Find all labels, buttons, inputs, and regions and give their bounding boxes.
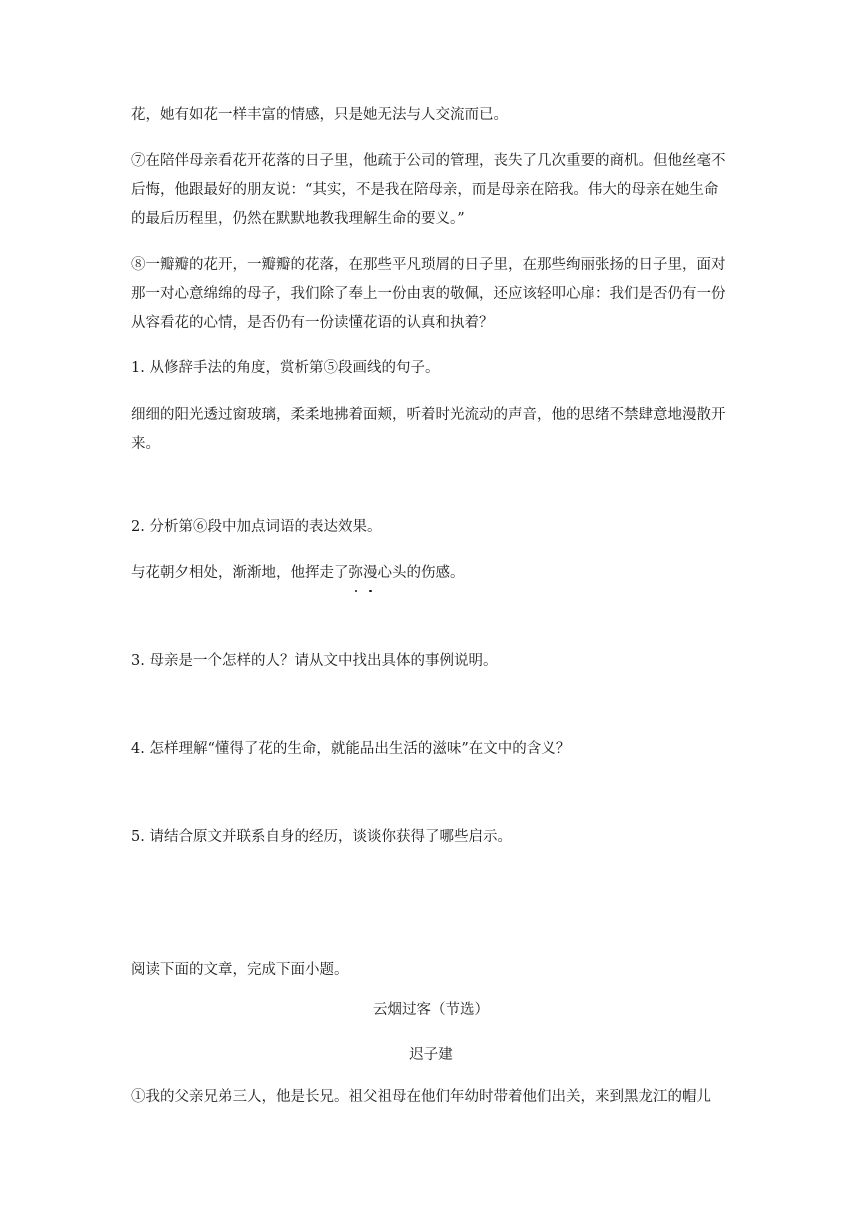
paragraph-8: ⑧一瓣瓣的花开，一瓣瓣的花落，在那些平凡琐屑的日子里，在那些绚丽张扬的日子里，面对那一对心意绵绵的母子，我们除了奉上一份由衷的敬佩，还应该轻叩心扉：我们是否仍有一份从容看花的心情，是否仍有一份读懂花语的认真和执着？ <box>131 257 726 331</box>
question-4: 4. 怎样理解“懂得了花的生命，就能品出生活的滋味”在文中的含义？ <box>131 741 571 757</box>
article-paragraph-1: ①我的父亲兄弟三人，他是长兄。祖父祖母在他们年幼时带着他们出关，来到黑龙江的帽儿 <box>131 1089 711 1105</box>
article-title: 云烟过客（节选） <box>373 1002 489 1018</box>
paragraph-continued: 花，她有如花一样丰富的情感，只是她无法与人交流而已。 <box>131 107 508 123</box>
emphasis-dot-char: 弥 <box>349 559 364 588</box>
question-1: 1. 从修辞手法的角度，赏析第⑤段画线的句子。 <box>131 360 440 376</box>
question-2-quote <box>131 559 731 588</box>
question-5: 5. 请结合原文并联系自身的经历，谈谈你获得了哪些启示。 <box>131 829 512 845</box>
section-instruction: 阅读下面的文章，完成下面小题。 <box>131 962 349 978</box>
paragraph-7: ⑦在陪伴母亲看花开花落的日子里，他疏于公司的管理，丧失了几次重要的商机。但他丝毫不后悔，他跟最好的朋友说：“其实，不是我在陪母亲，而是母亲在陪我。伟大的母亲在她生命的最后历程里，仍然在默默地教我理解生命的要义。” <box>131 153 726 227</box>
question-3: 3. 母亲是一个怎样的人？请从文中找出具体的事例说明。 <box>131 653 498 669</box>
question-2: 2. 分析第⑥段中加点词语的表达效果。 <box>131 519 382 535</box>
article-author: 迟子建 <box>409 1047 453 1063</box>
emphasis-dot-char: 漫 <box>363 559 378 588</box>
quote-text-after: 心头的伤感。 <box>377 565 465 581</box>
question-1-quote: 细细的阳光透过窗玻璃，柔柔地拂着面颊，听着时光流动的声音，他的思绪不禁肆意地漫散开来。 <box>131 407 726 452</box>
quote-text-before: 与花朝夕相处，渐渐地，他挥走了 <box>131 565 349 581</box>
